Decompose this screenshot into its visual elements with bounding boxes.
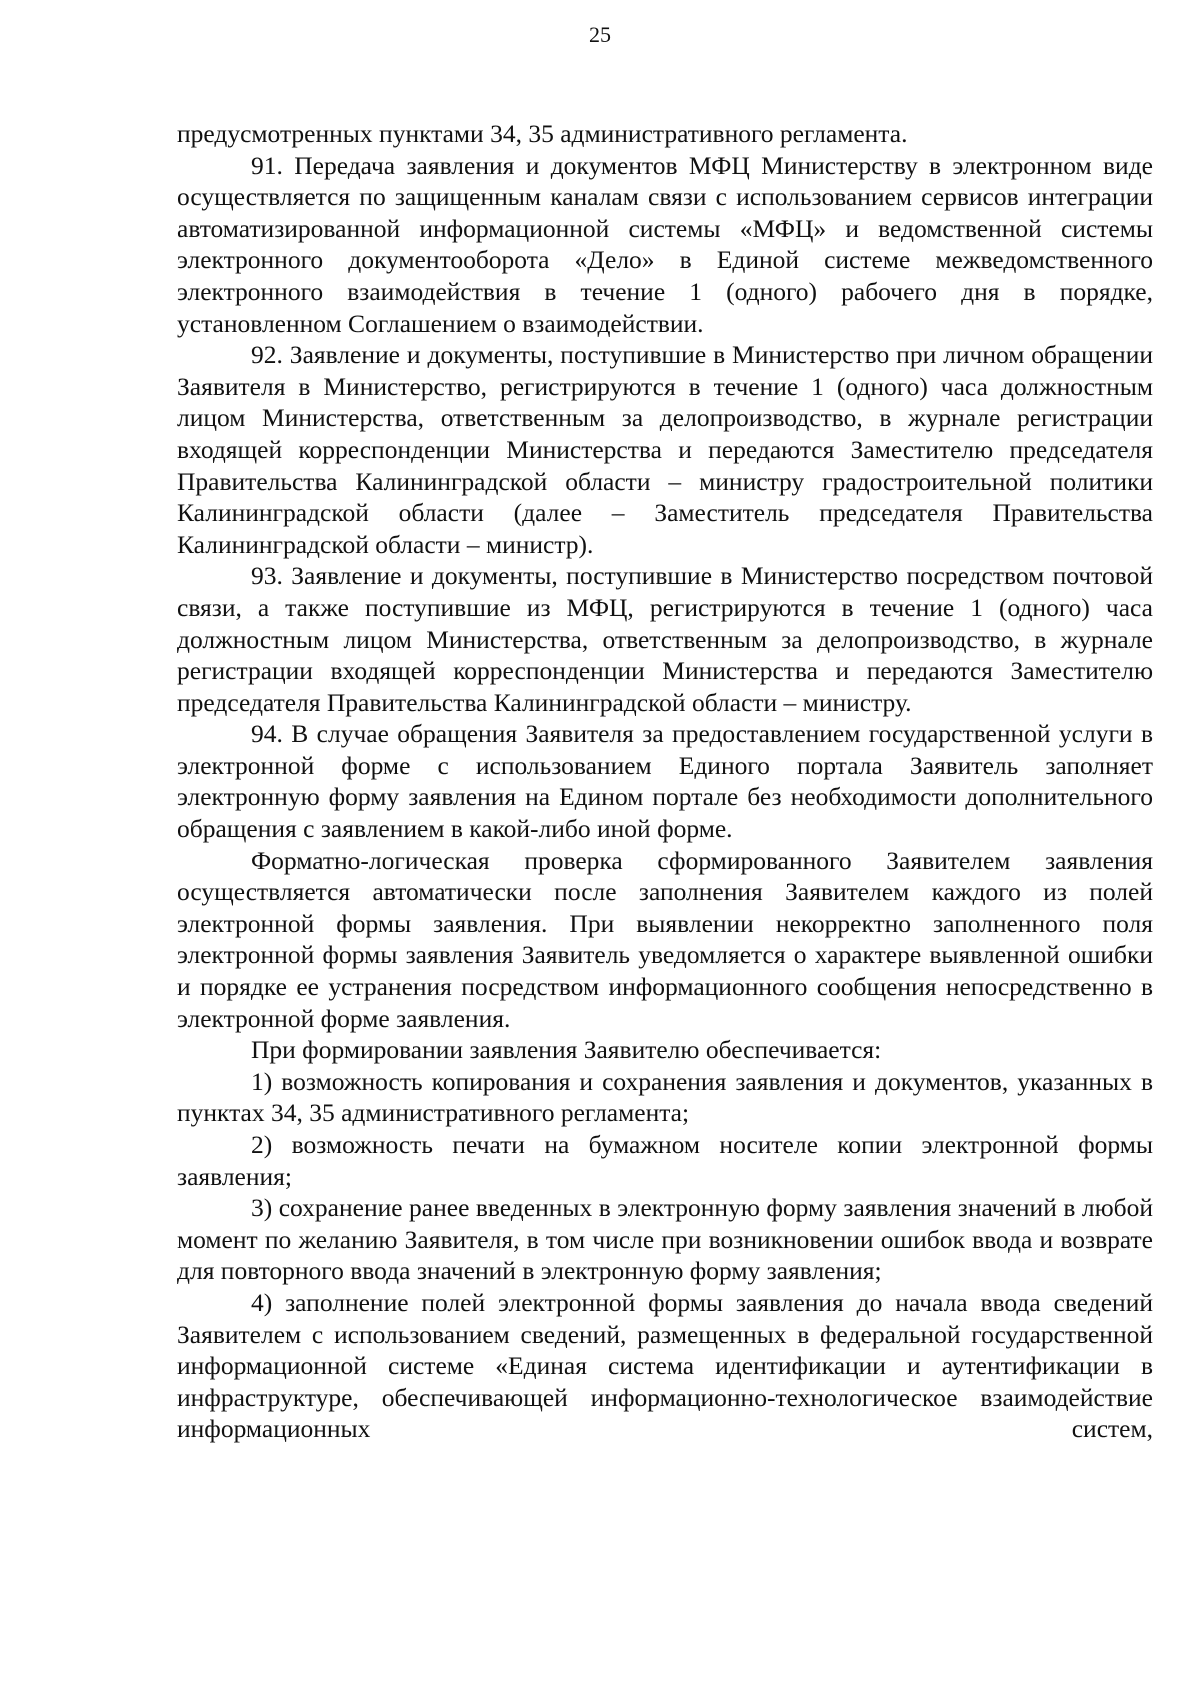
paragraph-91: 91. Передача заявления и документов МФЦ Министерству в электронном виде осуществляется по защищенным каналам связи с использованием сервисов интеграции автоматизированной информационной системы «МФЦ» и ведомственной системы электронного документооборота «Дело» в Единой системе межведомственного электронного взаимодействия в течение 1 (одного) рабочего дня в порядке, установленном Соглашением о взаимодействии.	[177, 150, 1153, 338]
list-item-2: 2) возможность печати на бумажном носителе копии электронной формы заявления;	[177, 1130, 1153, 1191]
paragraph-93: 93. Заявление и документы, поступившие в Министерство посредством почтовой связи, а также поступившие из МФЦ, регистрируются в течение 1 (одного) часа должностным лицом Министерства, ответственным за делопроизводство, в журнале регистрации входящей корреспонденции Министерства и передаются Заместителю председателя Правительства Калининградской области – министру.	[177, 561, 1153, 717]
list-item-4: 4) заполнение полей электронной формы заявления до начала ввода сведений Заявителем с использованием сведений, размещенных в федеральной государственной информационной системе «Единая система идентификации и аутентификации в инфраструктуре, обеспечивающей информационно-технологическое взаимодействие информационных систем,	[177, 1287, 1153, 1444]
paragraph-format-check: Форматно-логическая проверка сформированного Заявителем заявления осуществляется автоматически после заполнения Заявителем каждого из полей электронной формы заявления. При выявлении некорректно заполненного поля электронной формы заявления Заявитель уведомляется о характере выявленной ошибки и порядке ее устранения посредством информационного сообщения непосредственно в электронной форме заявления.	[177, 845, 1153, 1033]
page-number: 25	[589, 22, 611, 47]
list-item-3: 3) сохранение ранее введенных в электронную форму заявления значений в любой момент по желанию Заявителя, в том числе при возникновении ошибок ввода и возврате для повторного ввода значений в электронную форму заявления;	[177, 1193, 1153, 1286]
paragraph-92: 92. Заявление и документы, поступившие в Министерство при личном обращении Заявителя в Министерство, регистрируются в течение 1 (одного) часа должностным лицом Министерства, ответственным за делопроизводство, в журнале регистрации входящей корреспонденции Министерства и передаются Заместителю председателя Правительства Калининградской области – министру градостроительной политики Калининградской области (далее – Заместитель председателя Правительства Калининградской области – министр).	[177, 340, 1153, 559]
paragraph-94: 94. В случае обращения Заявителя за предоставлением государственной услуги в электронной форме с использованием Единого портала Заявитель заполняет электронную форму заявления на Едином портале без необходимости дополнительного обращения с заявлением в какой-либо иной форме.	[177, 719, 1153, 844]
document-body	[177, 118, 1153, 1445]
list-item-1: 1) возможность копирования и сохранения заявления и документов, указанных в пунктах 34, 35 административного регламента;	[177, 1066, 1153, 1128]
paragraph-list-intro: При формировании заявления Заявителю обеспечивается:	[251, 1035, 882, 1065]
paragraph-continuation: предусмотренных пунктами 34, 35 административного регламента.	[177, 119, 908, 148]
